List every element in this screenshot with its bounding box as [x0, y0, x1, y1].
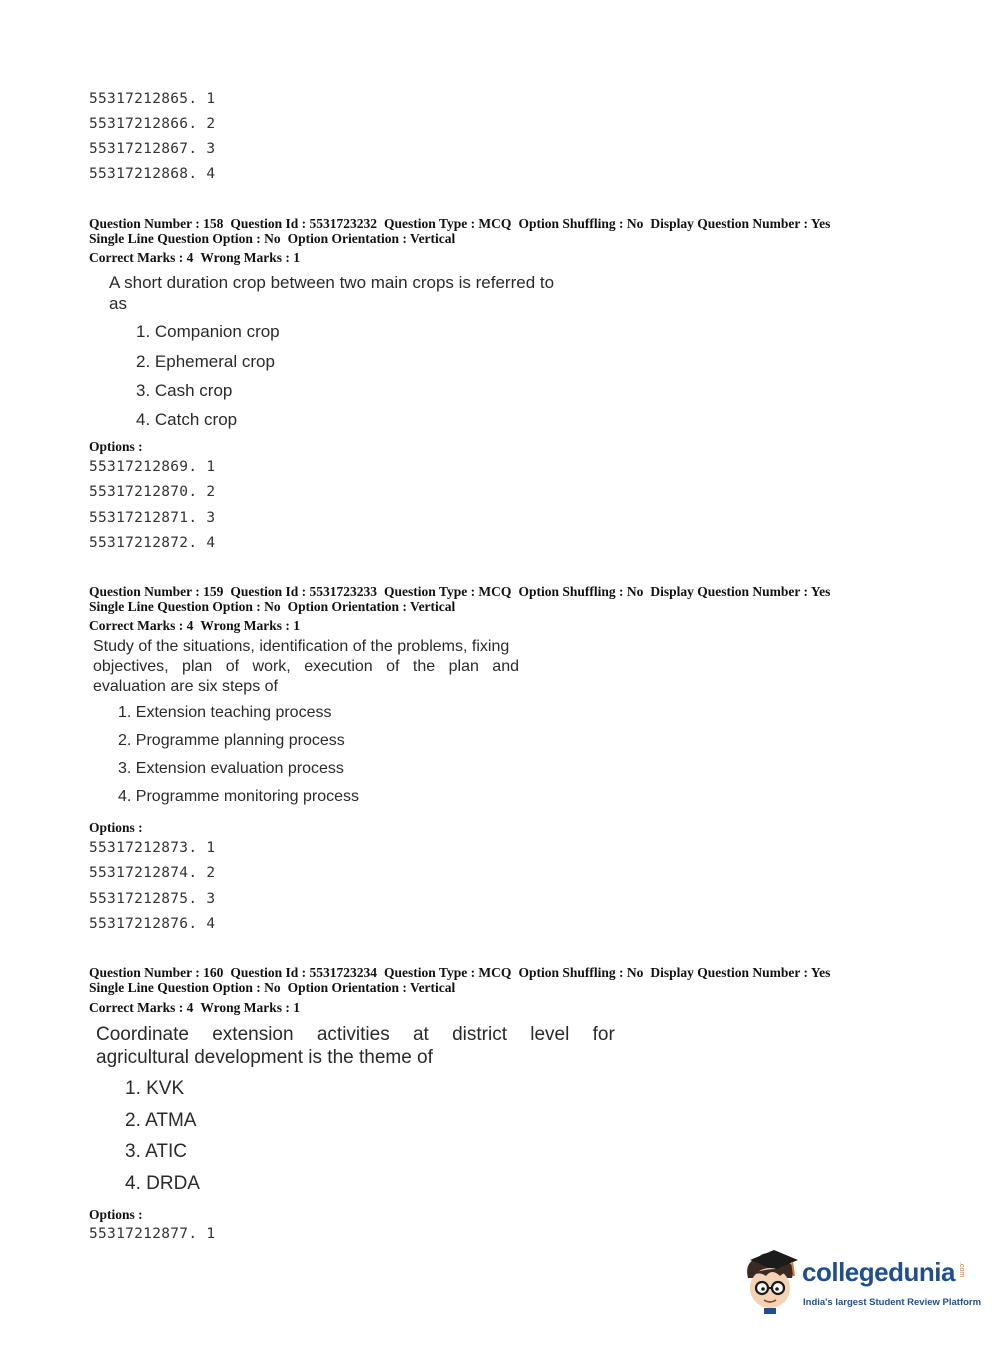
question-158-marks	[89, 250, 307, 265]
choice-1: 1. KVK	[125, 1078, 185, 1099]
choice-3: 3. Extension evaluation process	[118, 760, 344, 777]
option-id-line: 55317212869. 1	[89, 459, 216, 475]
question-160-marks	[89, 1000, 307, 1015]
wrong-marks: Wrong Marks : 1	[200, 1000, 300, 1015]
display-question-number: Display Question Number : Yes	[650, 216, 831, 231]
display-question-number: Display Question Number : Yes	[650, 965, 831, 980]
choice-1: 1. Companion crop	[136, 322, 280, 341]
option-id-line: 55317212871. 3	[89, 510, 216, 526]
option-orientation: Option Orientation : Vertical	[287, 231, 456, 246]
single-line-option: Single Line Question Option : No	[89, 231, 281, 246]
option-id-line: 55317212866. 2	[89, 116, 216, 132]
question-type: Question Type : MCQ	[384, 584, 512, 599]
correct-marks: Correct Marks : 4	[89, 618, 194, 633]
option-orientation: Option Orientation : Vertical	[287, 599, 456, 614]
options-label: Options :	[89, 820, 143, 835]
choice-2: 2. ATMA	[125, 1110, 197, 1131]
option-id-line: 55317212875. 3	[89, 891, 216, 907]
option-shuffling: Option Shuffling : No	[518, 965, 644, 980]
question-text-line: evaluation are six steps of	[93, 678, 278, 695]
choice-2: 2. Programme planning process	[118, 732, 345, 749]
option-shuffling: Option Shuffling : No	[518, 584, 644, 599]
question-type: Question Type : MCQ	[384, 965, 512, 980]
question-number: Question Number : 158	[89, 216, 224, 231]
question-text-line: as	[109, 294, 127, 313]
option-id-line: 55317212872. 4	[89, 535, 216, 551]
choice-4: 4. DRDA	[125, 1173, 200, 1194]
question-id: Question Id : 5531723232	[230, 216, 378, 231]
choice-2: 2. Ephemeral crop	[136, 352, 275, 371]
option-id-line: 55317212874. 2	[89, 865, 216, 881]
option-id-line: 55317212873. 1	[89, 840, 216, 856]
logo-suffix: .com	[958, 1262, 965, 1278]
question-158-text	[109, 272, 554, 314]
options-label: Options :	[89, 1207, 143, 1222]
question-160-text	[96, 1023, 615, 1069]
question-text-line: A short duration crop between two main crops is referred to	[109, 273, 555, 292]
question-id: Question Id : 5531723233	[230, 584, 378, 599]
question-text-line: Coordinate extension activities at district level for	[96, 1024, 615, 1045]
choice-1: 1. Extension teaching process	[118, 704, 332, 721]
question-type: Question Type : MCQ	[384, 216, 512, 231]
display-question-number: Display Question Number : Yes	[650, 584, 831, 599]
single-line-option: Single Line Question Option : No	[89, 599, 281, 614]
single-line-option: Single Line Question Option : No	[89, 980, 281, 995]
option-id-line: 55317212867. 3	[89, 141, 216, 157]
question-159-text	[93, 637, 528, 697]
choice-3: 3. Cash crop	[136, 381, 233, 400]
option-id-line: 55317212876. 4	[89, 916, 216, 932]
option-id-line: 55317212865. 1	[89, 91, 216, 107]
question-number: Question Number : 160	[89, 965, 224, 980]
option-id-line: 55317212868. 4	[89, 166, 216, 182]
question-159-marks	[89, 618, 307, 633]
wrong-marks: Wrong Marks : 1	[200, 618, 300, 633]
choice-4: 4. Catch crop	[136, 410, 238, 429]
question-text-line: agricultural development is the theme of	[96, 1047, 433, 1068]
question-159-meta	[89, 584, 837, 614]
collegedunia-logo	[740, 1248, 980, 1318]
logo-wordmark: collegedunia	[802, 1257, 955, 1287]
choice-4: 4. Programme monitoring process	[118, 788, 359, 805]
option-id-line: 55317212870. 2	[89, 484, 216, 500]
mascot-icon	[740, 1248, 800, 1316]
correct-marks: Correct Marks : 4	[89, 250, 194, 265]
question-text-line: objectives, plan of work, execution of the plan and	[93, 658, 519, 675]
question-158-meta	[89, 216, 837, 246]
wrong-marks: Wrong Marks : 1	[200, 250, 300, 265]
option-shuffling: Option Shuffling : No	[518, 216, 644, 231]
correct-marks: Correct Marks : 4	[89, 1000, 194, 1015]
question-160-meta	[89, 965, 837, 995]
question-number: Question Number : 159	[89, 584, 224, 599]
question-id: Question Id : 5531723234	[230, 965, 378, 980]
option-orientation: Option Orientation : Vertical	[287, 980, 456, 995]
choice-3: 3. ATIC	[125, 1141, 187, 1162]
question-text-line: Study of the situations, identification of the problems, fixing	[93, 638, 510, 655]
logo-tagline: India's largest Student Review Platform	[803, 1297, 982, 1308]
option-id-line: 55317212877. 1	[89, 1226, 216, 1242]
options-label: Options :	[89, 439, 143, 454]
